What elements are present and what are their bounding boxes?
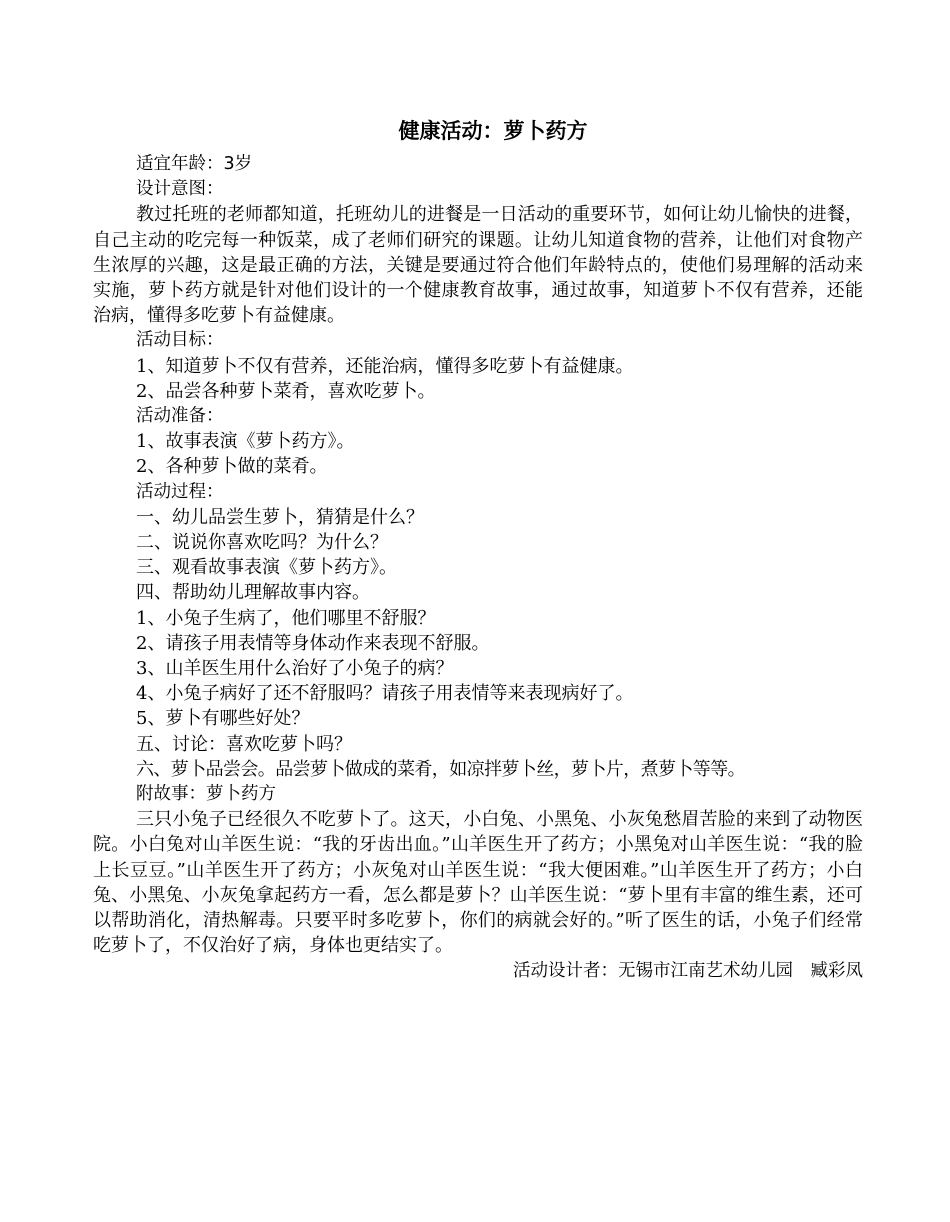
process-step: 六、萝卜品尝会。品尝萝卜做成的菜肴，如凉拌萝卜丝，萝卜片，煮萝卜等等。 [136, 758, 745, 780]
process-heading: 活动过程： [136, 481, 224, 502]
age-line: 适宜年龄：3岁 [136, 154, 253, 174]
process-step: 二、说说你喜欢吃吗？为什么？ [136, 532, 388, 554]
process-step: 一、幼儿品尝生萝卜，猜猜是什么？ [136, 506, 424, 528]
document-body [93, 116, 863, 984]
process-step: 5、萝卜有哪些好处？ [136, 708, 310, 730]
story-paragraph: 三只小兔子已经很久不吃萝卜了。这天，小白兔、小黑兔、小灰兔愁眉苦脸的来到了动物医院。小白兔对山羊医生说：“我的牙齿出血。”山羊医生开了药方；小黑兔对山羊医生说：“我的脸上长豆豆。”山羊医生开了药方；小灰兔对山羊医生说：“我大便困难。”山羊医生开了药方；小白兔、小黑兔、小灰兔拿起药方一看，怎么都是萝卜？山羊医生说：“萝卜里有丰富的维生素，还可以帮助消化，清热解毒。只要平时多吃萝卜，你们的病就会好的。”听了医生的话，小兔子们经常吃萝卜了，不仅治好了病，身体也更结实了。 [93, 809, 863, 957]
goals-heading: 活动目标： [136, 330, 224, 351]
story-heading: 附故事：萝卜药方 [136, 784, 276, 805]
process-step: 3、山羊医生用什么治好了小兔子的病？ [136, 658, 454, 680]
process-step: 1、小兔子生病了，他们哪里不舒服？ [136, 607, 436, 629]
document-title: 健康活动：萝卜药方 [398, 119, 588, 143]
process-step: 五、讨论：喜欢吃萝卜吗？ [136, 733, 352, 755]
goal-item: 2、品尝各种萝卜菜肴，喜欢吃萝卜。 [136, 380, 436, 402]
prep-item: 2、各种萝卜做的菜肴。 [136, 456, 328, 478]
intent-heading: 设计意图： [136, 179, 224, 200]
process-step: 四、帮助幼儿理解故事内容。 [136, 582, 370, 604]
process-step: 2、请孩子用表情等身体动作来表现不舒服。 [136, 632, 490, 654]
prep-item: 1、故事表演《萝卜药方》。 [136, 431, 355, 453]
intent-paragraph: 教过托班的老师都知道，托班幼儿的进餐是一日活动的重要环节，如何让幼儿愉快的进餐，自己主动的吃完每一种饭菜，成了老师们研究的课题。让幼儿知道食物的营养，让他们对食物产生浓厚的兴趣，这是最正确的方法，关键是要通过符合他们年龄特点的，使他们易理解的活动来实施，萝卜药方就是针对他们设计的一个健康教育故事，通过故事，知道萝卜不仅有营养，还能治病，懂得多吃萝卜有益健康。 [93, 204, 863, 327]
prep-heading: 活动准备： [136, 406, 224, 427]
goal-item: 1、知道萝卜不仅有营养，还能治病，懂得多吃萝卜有益健康。 [136, 355, 634, 377]
process-step: 4、小兔子病好了还不舒服吗？请孩子用表情等来表现病好了。 [136, 683, 634, 705]
process-step: 三、观看故事表演《萝卜药方》。 [136, 557, 397, 579]
signature-line: 活动设计者：无锡市江南艺术幼儿园 臧彩凤 [513, 960, 863, 981]
